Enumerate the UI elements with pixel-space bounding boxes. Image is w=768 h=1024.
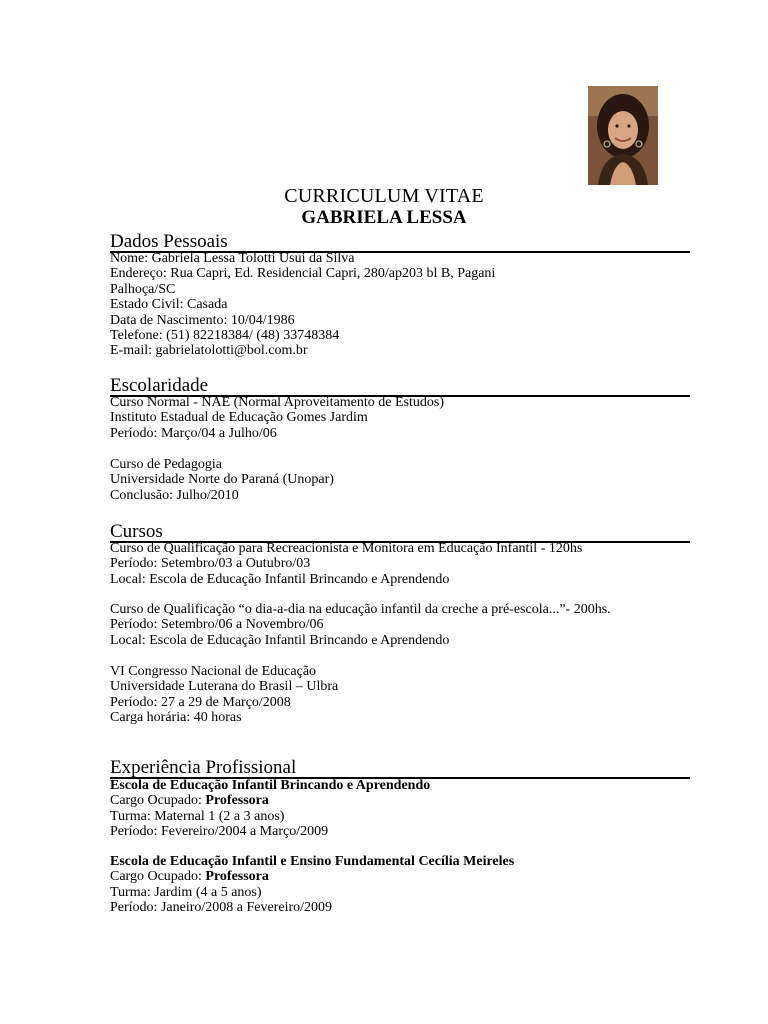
cursos-entry-1 [110, 541, 710, 587]
job-class: Turma: Jardim (4 a 5 anos) [110, 884, 262, 900]
experience-entry-1 [110, 778, 710, 840]
job-role [110, 869, 710, 884]
section-heading-escolaridade: Escolaridade [110, 376, 690, 397]
cursos-entry-3 [110, 664, 710, 726]
job-role-label: Cargo Ocupado: [110, 869, 206, 885]
course-title: Curso de Qualificação para Recreacionista e Monitora em Educação Infantil - 120hs [110, 541, 583, 556]
job-employer: Escola de Educação Infantil Brincando e Aprendendo [110, 778, 431, 793]
section-heading-cursos: Cursos [110, 522, 690, 543]
profile-photo [588, 86, 658, 185]
personal-phone: Telefone: (51) 82218384/ (48) 33748384 [110, 328, 340, 344]
portrait-image [588, 86, 658, 185]
job-role-value: Professora [205, 793, 269, 809]
cursos-entry-2 [110, 602, 710, 648]
education-course: Curso de Pedagogia [110, 457, 222, 472]
personal-name: Nome: Gabriela Lessa Tolotti Usui da Silva [110, 251, 355, 266]
job-employer: Escola de Educação Infantil e Ensino Fundamental Cecília Meireles [110, 854, 515, 869]
education-institution: Universidade Norte do Paraná (Unopar) [110, 472, 334, 488]
job-period: Período: Fevereiro/2004 a Março/2009 [110, 824, 329, 840]
document-title: CURRICULUM VITAE [284, 185, 484, 207]
course-location: Universidade Luterana do Brasil – Ulbra [110, 679, 339, 695]
education-conclusion: Conclusão: Julho/2010 [110, 487, 239, 503]
personal-address: Endereço: Rua Capri, Ed. Residencial Capri, 280/ap203 bl B, Pagani [110, 266, 496, 282]
personal-marital-status: Estado Civil: Casada [110, 297, 228, 313]
course-title: Curso de Qualificação “o dia-a-dia na educação infantil da creche a pré-escola...”- 200hs. [110, 602, 611, 617]
job-period: Período: Janeiro/2008 a Fevereiro/2009 [110, 900, 333, 916]
education-course: Curso Normal - NAE (Normal Aproveitamento de Estudos) [110, 395, 444, 410]
candidate-name: GABRIELA LESSA [301, 207, 467, 228]
section-heading-experiencia: Experiência Profissional [110, 758, 690, 779]
education-period: Período: Março/04 a Julho/06 [110, 425, 277, 441]
job-role-value: Professora [205, 869, 269, 885]
personal-email: E-mail: gabrielatolotti@bol.com.br [110, 343, 308, 359]
experience-entry-2 [110, 854, 710, 916]
course-hours: Carga horária: 40 horas [110, 710, 242, 726]
personal-city: Palhoça/SC [110, 281, 176, 297]
job-class: Turma: Maternal 1 (2 a 3 anos) [110, 808, 285, 824]
course-location: Local: Escola de Educação Infantil Brincando e Aprendendo [110, 632, 450, 648]
escolaridade-entry-2 [110, 457, 710, 503]
course-period: Período: Setembro/03 a Outubro/03 [110, 556, 311, 572]
job-role [110, 793, 710, 808]
course-period: Período: Setembro/06 a Novembro/06 [110, 617, 324, 633]
dados-pessoais-block [110, 251, 710, 359]
personal-birth-date: Data de Nascimento: 10/04/1986 [110, 312, 295, 328]
escolaridade-entry-1 [110, 395, 710, 441]
section-heading-dados-pessoais: Dados Pessoais [110, 232, 690, 253]
course-period: Período: 27 a 29 de Março/2008 [110, 694, 291, 710]
job-role-label: Cargo Ocupado: [110, 793, 206, 809]
course-location: Local: Escola de Educação Infantil Brincando e Aprendendo [110, 571, 450, 587]
course-title: VI Congresso Nacional de Educação [110, 664, 317, 679]
education-institution: Instituto Estadual de Educação Gomes Jardim [110, 410, 368, 426]
